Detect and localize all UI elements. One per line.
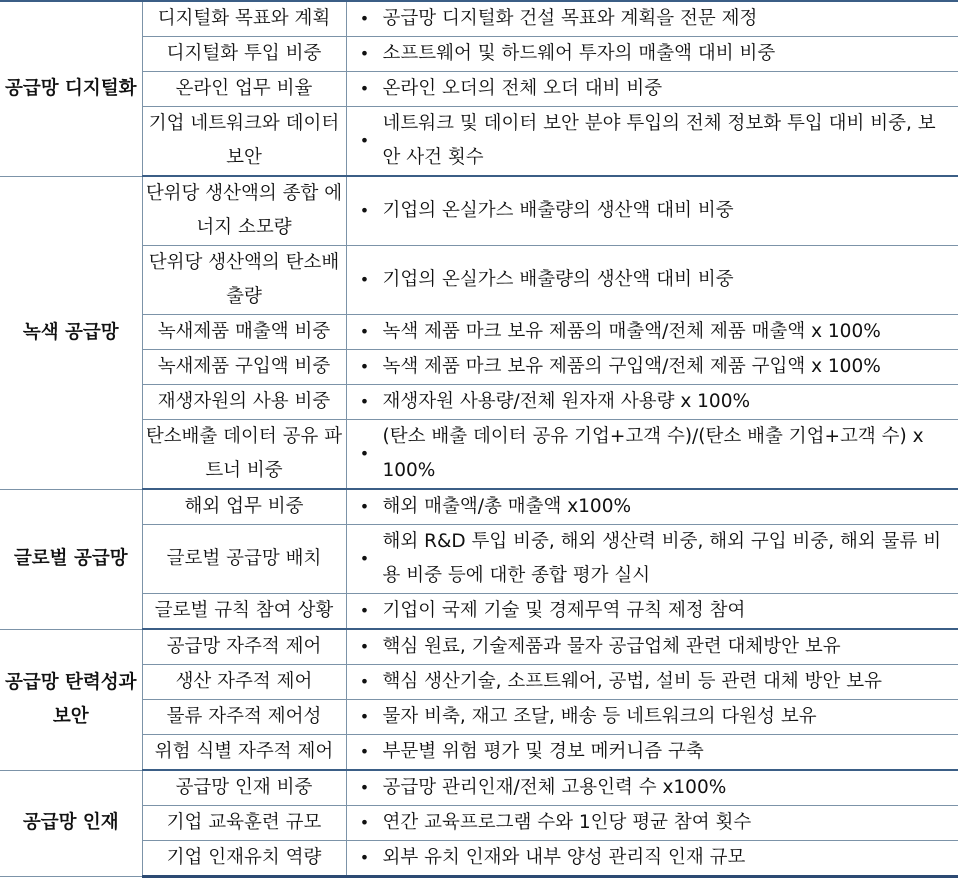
table-row — [0, 72, 958, 107]
indicator-cell: 공급망 자주적 제어 — [142, 629, 346, 665]
bullet-icon: • — [347, 594, 383, 628]
description-cell — [346, 841, 958, 877]
indicator-cell: 기업 네트워크와 데이터 보안 — [142, 107, 346, 177]
indicator-cell: 기업 교육훈련 규모 — [142, 806, 346, 841]
category-cell: 공급망 디지털화 — [0, 1, 142, 176]
table-row — [0, 665, 958, 700]
description-text: 녹색 제품 마크 보유 제품의 구입액/전체 제품 구입액 x 100% — [383, 350, 958, 384]
table-row — [0, 770, 958, 806]
description-cell — [346, 315, 958, 350]
indicator-cell: 기업 인재유치 역량 — [142, 841, 346, 877]
description-cell — [346, 665, 958, 700]
category-cell: 글로벌 공급망 — [0, 489, 142, 629]
description-text: 재생자원 사용량/전체 원자재 사용량 x 100% — [383, 385, 958, 419]
description-text: 해외 매출액/총 매출액 x100% — [383, 490, 958, 524]
bullet-icon: • — [347, 735, 383, 769]
description-cell — [346, 489, 958, 525]
description-cell — [346, 806, 958, 841]
table-row — [0, 315, 958, 350]
indicator-cell: 단위당 생산액의 종합 에너지 소모량 — [142, 176, 346, 246]
category-cell: 공급망 인재 — [0, 770, 142, 877]
indicator-cell: 녹새제품 매출액 비중 — [142, 315, 346, 350]
indicator-cell: 글로벌 규칙 참여 상황 — [142, 594, 346, 630]
description-text: 연간 교육프로그램 수와 1인당 평균 참여 횟수 — [383, 806, 958, 840]
table-row — [0, 350, 958, 385]
table-row — [0, 735, 958, 771]
table-row — [0, 176, 958, 246]
table-row — [0, 420, 958, 490]
description-cell — [346, 1, 958, 37]
table-row — [0, 107, 958, 177]
description-text: 공급망 디지털화 건설 목표와 계획을 전문 제정 — [383, 2, 958, 36]
bullet-icon: • — [347, 771, 383, 805]
table-row — [0, 1, 958, 37]
table-row — [0, 246, 958, 315]
description-cell — [346, 37, 958, 72]
description-text: 공급망 관리인재/전체 고용인력 수 x100% — [383, 771, 958, 805]
indicator-cell: 글로벌 공급망 배치 — [142, 525, 346, 594]
table-row — [0, 594, 958, 630]
description-text: 녹색 제품 마크 보유 제품의 매출액/전체 제품 매출액 x 100% — [383, 315, 958, 349]
description-text: 기업의 온실가스 배출량의 생산액 대비 비중 — [383, 194, 958, 228]
bullet-icon: • — [347, 72, 383, 106]
description-text: 부문별 위험 평가 및 경보 메커니즘 구축 — [383, 735, 958, 769]
bullet-icon: • — [347, 194, 383, 228]
bullet-icon: • — [347, 630, 383, 664]
description-cell — [346, 700, 958, 735]
indicator-cell: 온라인 업무 비율 — [142, 72, 346, 107]
description-text: 온라인 오더의 전체 오더 대비 비중 — [383, 72, 958, 106]
indicator-cell: 녹새제품 구입액 비중 — [142, 350, 346, 385]
description-text: 해외 R&D 투입 비중, 해외 생산력 비중, 해외 구입 비중, 해외 물류 비용 비중 등에 대한 종합 평가 실시 — [383, 525, 958, 593]
description-text: (탄소 배출 데이터 공유 기업+고객 수)/(탄소 배출 기업+고객 수) x 100% — [383, 420, 958, 488]
indicator-cell: 탄소배출 데이터 공유 파트너 비중 — [142, 420, 346, 490]
description-cell — [346, 176, 958, 246]
bullet-icon: • — [347, 806, 383, 840]
table-row — [0, 489, 958, 525]
description-cell — [346, 629, 958, 665]
description-text: 물자 비축, 재고 조달, 배송 등 네트워크의 다원성 보유 — [383, 700, 958, 734]
table-row — [0, 629, 958, 665]
table-row — [0, 525, 958, 594]
bullet-icon: • — [347, 665, 383, 699]
bullet-icon: • — [347, 437, 383, 471]
bullet-icon: • — [347, 263, 383, 297]
bullet-icon: • — [347, 700, 383, 734]
description-cell — [346, 594, 958, 630]
description-cell — [346, 246, 958, 315]
indicator-cell: 공급망 인재 비중 — [142, 770, 346, 806]
bullet-icon: • — [347, 490, 383, 524]
bullet-icon: • — [347, 542, 383, 576]
description-text: 소프트웨어 및 하드웨어 투자의 매출액 대비 비중 — [383, 37, 958, 71]
bullet-icon: • — [347, 124, 383, 158]
bullet-icon: • — [347, 841, 383, 875]
table-row — [0, 385, 958, 420]
description-text: 외부 유치 인재와 내부 양성 관리직 인재 규모 — [383, 841, 958, 875]
bullet-icon: • — [347, 385, 383, 419]
category-cell: 공급망 탄력성과 보안 — [0, 629, 142, 770]
description-text: 기업의 온실가스 배출량의 생산액 대비 비중 — [383, 263, 958, 297]
bullet-icon: • — [347, 315, 383, 349]
indicator-cell: 위험 식별 자주적 제어 — [142, 735, 346, 771]
description-cell — [346, 770, 958, 806]
indicator-cell: 디지털화 투입 비중 — [142, 37, 346, 72]
description-cell — [346, 420, 958, 490]
table-row — [0, 806, 958, 841]
indicator-cell: 재생자원의 사용 비중 — [142, 385, 346, 420]
bullet-icon: • — [347, 37, 383, 71]
table-row — [0, 700, 958, 735]
description-text: 핵심 원료, 기술제품과 물자 공급업체 관련 대체방안 보유 — [383, 630, 958, 664]
description-cell — [346, 350, 958, 385]
description-text: 기업이 국제 기술 및 경제무역 규칙 제정 참여 — [383, 594, 958, 628]
table-row — [0, 841, 958, 877]
description-cell — [346, 385, 958, 420]
category-cell: 녹색 공급망 — [0, 176, 142, 489]
description-cell — [346, 72, 958, 107]
indicator-cell: 단위당 생산액의 탄소배출량 — [142, 246, 346, 315]
description-cell — [346, 525, 958, 594]
indicator-cell: 생산 자주적 제어 — [142, 665, 346, 700]
description-text: 핵심 생산기술, 소프트웨어, 공법, 설비 등 관련 대체 방안 보유 — [383, 665, 958, 699]
indicator-cell: 해외 업무 비중 — [142, 489, 346, 525]
description-cell — [346, 107, 958, 177]
indicator-cell: 물류 자주적 제어성 — [142, 700, 346, 735]
table-row — [0, 37, 958, 72]
bullet-icon: • — [347, 350, 383, 384]
description-text: 네트워크 및 데이터 보안 분야 투입의 전체 정보화 투입 대비 비중, 보안 사건 횟수 — [383, 107, 958, 175]
description-cell — [346, 735, 958, 771]
indicator-cell: 디지털화 목표와 계획 — [142, 1, 346, 37]
bullet-icon: • — [347, 2, 383, 36]
